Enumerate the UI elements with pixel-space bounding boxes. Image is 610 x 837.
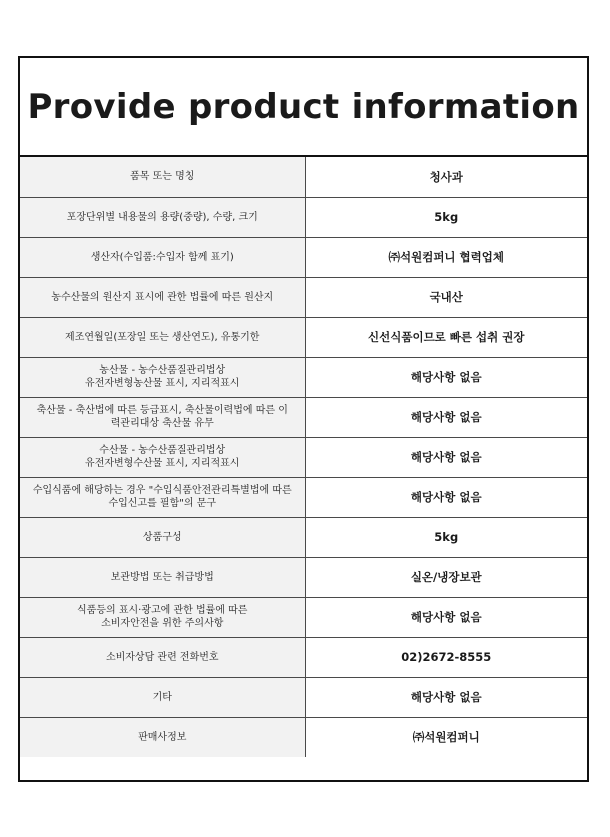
row-value: 신선식품이므로 빠른 섭취 권장	[305, 317, 587, 357]
row-value: ㈜석원컴퍼니 협력업체	[305, 237, 587, 277]
row-label: 소비자상담 관련 전화번호	[105, 651, 219, 663]
table-row	[20, 157, 587, 197]
table-row	[20, 677, 587, 717]
table-row	[20, 317, 587, 357]
row-label: 농수산물의 원산지 표시에 관한 법률에 따른 원산지	[51, 291, 274, 303]
table-row	[20, 237, 587, 277]
row-label-cell	[20, 237, 305, 277]
row-label-cell	[20, 317, 305, 357]
row-value: 해당사항 없음	[305, 597, 587, 637]
row-label-cell	[20, 557, 305, 597]
row-label: 수입식품에 해당하는 경우 "수입식품안전관리특별법에 따른 수입신고를 필함"의 문구	[32, 485, 292, 509]
table-row	[20, 197, 587, 237]
row-label-cell	[20, 357, 305, 397]
row-label-cell	[20, 197, 305, 237]
row-label-cell	[20, 597, 305, 637]
row-label-cell	[20, 157, 305, 197]
row-label: 식품등의 표시·광고에 관한 법률에 따른 소비자안전을 위한 주의사항	[77, 605, 248, 629]
row-value: 실온/냉장보관	[305, 557, 587, 597]
row-value: 해당사항 없음	[305, 477, 587, 517]
row-label-cell	[20, 637, 305, 677]
row-value: 해당사항 없음	[305, 437, 587, 477]
row-label: 판매사정보	[138, 731, 187, 743]
row-label-cell	[20, 477, 305, 517]
row-label: 축산물 - 축산법에 따른 등급표시, 축산물이력법에 따른 이 력관리대상 축산물 유무	[36, 405, 288, 429]
row-label-cell	[20, 397, 305, 437]
row-label: 제조연월일(포장일 또는 생산연도), 유통기한	[65, 331, 260, 343]
row-label: 생산자(수입품:수입자 함께 표기)	[90, 251, 234, 263]
row-value: ㈜석원컴퍼니	[412, 730, 480, 745]
title-box	[20, 58, 587, 157]
row-value: 해당사항 없음	[305, 397, 587, 437]
table-row	[20, 517, 587, 557]
row-value: 해당사항 없음	[305, 677, 587, 717]
row-label: 품목 또는 명칭	[130, 171, 195, 183]
row-label-cell	[20, 277, 305, 317]
row-label: 보관방법 또는 취급방법	[110, 571, 214, 583]
product-info-table	[20, 157, 587, 757]
table-row	[20, 557, 587, 597]
row-label: 상품구성	[142, 531, 182, 543]
row-label-cell	[20, 437, 305, 477]
row-label: 농산물 - 농수산품질관리법상 유전자변형농산물 표시, 지리적표시	[85, 365, 240, 389]
table-row	[20, 597, 587, 637]
row-label: 기타	[152, 691, 172, 703]
row-label: 수산물 - 농수산품질관리법상 유전자변형수산물 표시, 지리적표시	[85, 445, 240, 469]
row-value: 해당사항 없음	[305, 357, 587, 397]
table-row	[20, 477, 587, 517]
row-label: 포장단위별 내용물의 용량(중량), 수량, 크기	[66, 211, 258, 223]
row-value: 5kg	[305, 197, 587, 237]
row-label-cell	[20, 677, 305, 717]
table-row	[20, 357, 587, 397]
table-row	[20, 397, 587, 437]
page-title: Provide product information	[27, 86, 580, 127]
table-row	[20, 637, 587, 677]
table-row	[20, 277, 587, 317]
row-value: 국내산	[305, 277, 587, 317]
row-value: 5kg	[305, 517, 587, 557]
row-value: 02)2672-8555	[305, 637, 587, 677]
row-label-cell	[20, 717, 305, 757]
row-value: 청사과	[305, 157, 587, 197]
table-row	[20, 717, 587, 757]
table-row	[20, 437, 587, 477]
row-label-cell	[20, 517, 305, 557]
product-info-sheet	[18, 56, 589, 782]
